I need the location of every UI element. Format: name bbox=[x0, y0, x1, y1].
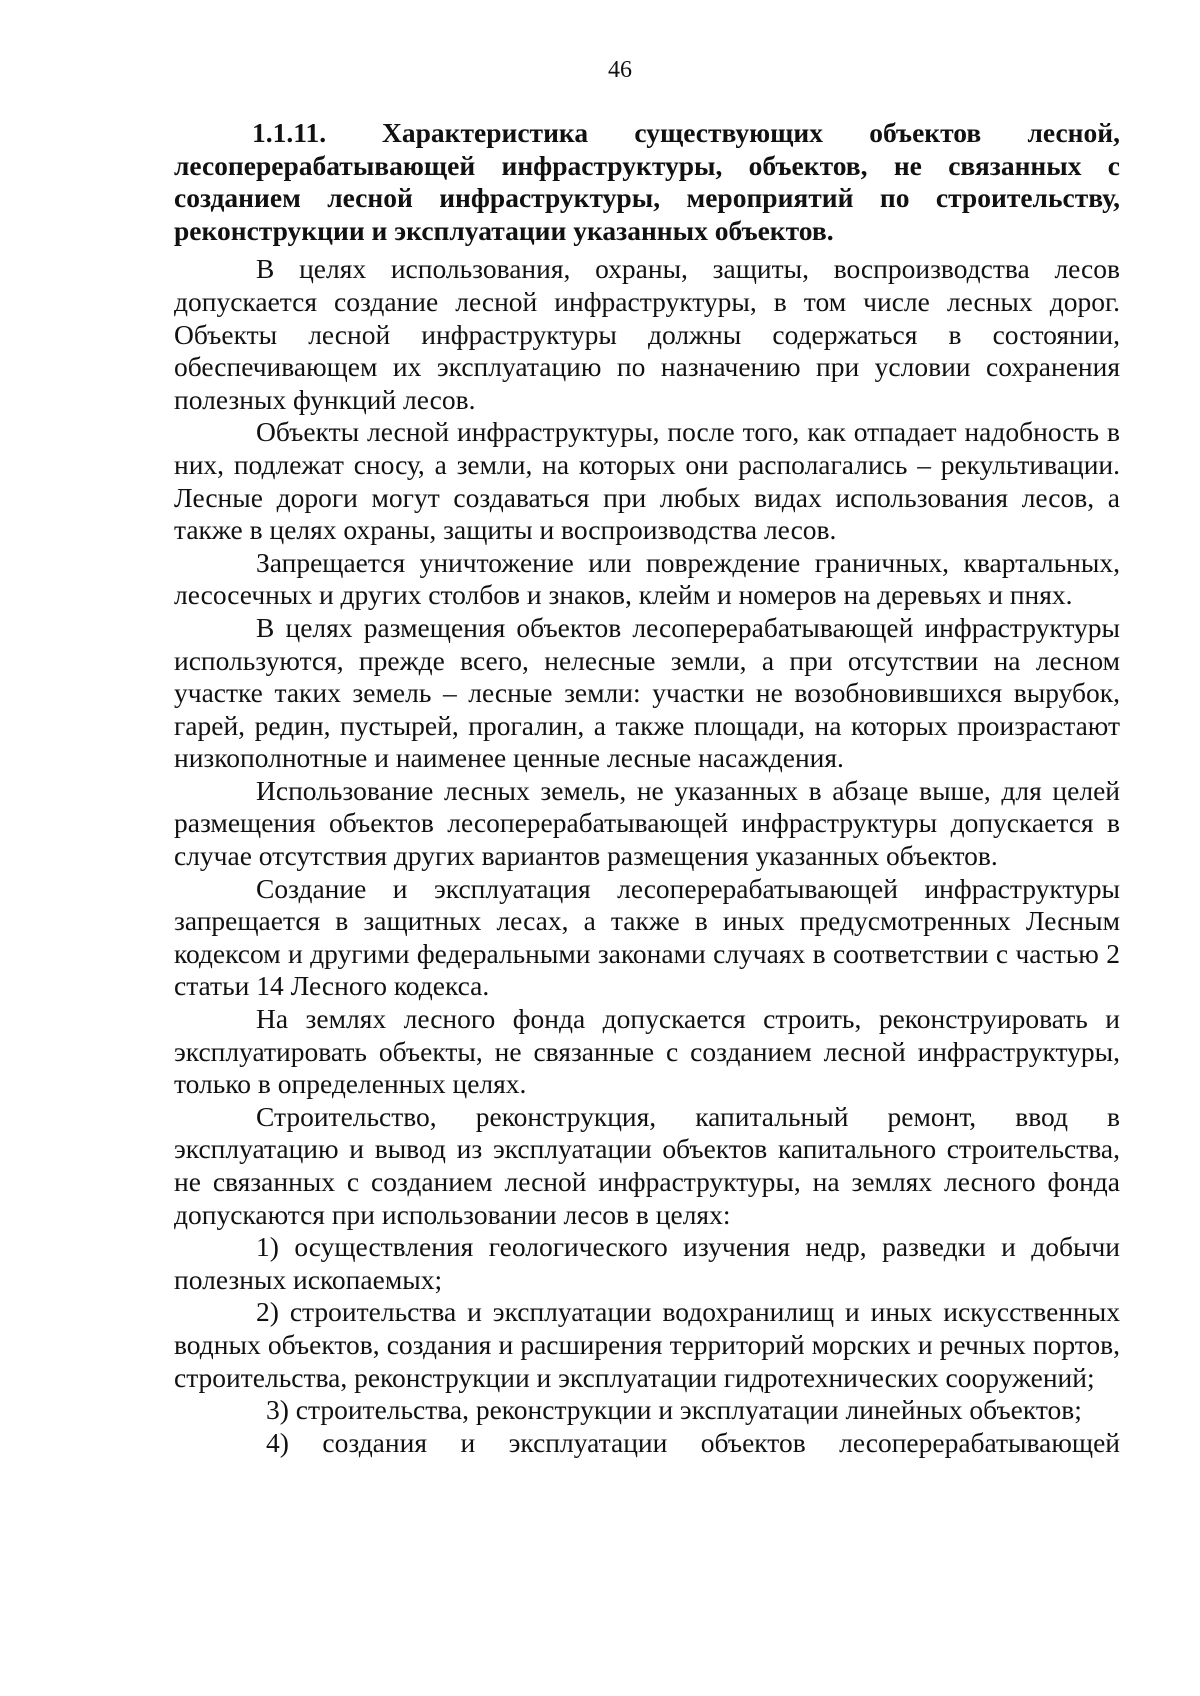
paragraph-8: Строительство, реконструкция, капитальный ремонт, ввод в эксплуатацию и вывод из эксплуатации объектов капитального строительства, не связанных с созданием лесной инфраструктуры, на землях лесного фонда допускаются при использовании лесов в целях: bbox=[174, 1100, 1120, 1230]
section-title: Характеристика существующих объектов лесной, лесоперерабатывающей инфраструктуры, объектов, не связанных с созданием лесной инфраструктуры, мероприятий по строительству, реконструкции и эксплуатации указанных объектов. bbox=[174, 117, 1120, 246]
list-item-2: 2) строительства и эксплуатации водохранилищ и иных искусственных водных объектов, создания и расширения территорий морских и речных портов, строительства, реконструкции и эксплуатации гидротехнических сооружений; bbox=[174, 1296, 1120, 1393]
document-body bbox=[174, 117, 1120, 1459]
page-number: 46 bbox=[608, 57, 632, 83]
paragraph-3: Запрещается уничтожение или повреждение граничных, квартальных, лесосечных и других столбов и знаков, клейм и номеров на деревьях и пнях. bbox=[174, 546, 1120, 611]
paragraph-2: Объекты лесной инфраструктуры, после того, как отпадает надобность в них, подлежат сносу, а земли, на которых они располагались – рекультивации. Лесные дороги могут создаваться при любых видах использования лесов, а также в целях охраны, защиты и воспроизводства лесов. bbox=[174, 416, 1120, 546]
paragraph-5: Использование лесных земель, не указанных в абзаце выше, для целей размещения объектов лесоперерабатывающей инфраструктуры допускается в случае отсутствия других вариантов размещения указанных объектов. bbox=[174, 774, 1120, 872]
paragraph-6: Создание и эксплуатация лесоперерабатывающей инфраструктуры запрещается в защитных лесах, а также в иных предусмотренных Лесным кодексом и другими федеральными законами случаях в соответствии с частью 2 статьи 14 Лесного кодекса. bbox=[174, 872, 1120, 1002]
paragraph-1: В целях использования, охраны, защиты, воспроизводства лесов допускается создание лесной инфраструктуры, в том числе лесных дорог. Объекты лесной инфраструктуры должны содержаться в состоянии, обеспечивающем их эксплуатацию по назначению при условии сохранения полезных функций лесов. bbox=[174, 253, 1120, 415]
section-heading bbox=[174, 117, 1120, 247]
list-item-3: 3) строительства, реконструкции и эксплуатации линейных объектов; bbox=[266, 1394, 1082, 1426]
paragraph-4: В целях размещения объектов лесоперерабатывающей инфраструктуры используются, прежде всего, нелесные земли, а при отсутствии на лесном участке таких земель – лесные земли: участки не возобновившихся вырубок, гарей, редин, пустырей, прогалин, а также площади, на которых произрастают низкополнотные и наименее ценные лесные насаждения. bbox=[174, 611, 1120, 774]
paragraph-7: На землях лесного фонда допускается строить, реконструировать и эксплуатировать объекты, не связанные с созданием лесной инфраструктуры, только в определенных целях. bbox=[174, 1003, 1120, 1100]
list-item-1: 1) осуществления геологического изучения недр, разведки и добычи полезных ископаемых; bbox=[174, 1231, 1120, 1295]
section-number: 1.1.11. bbox=[252, 117, 327, 148]
list-item-4: 4) создания и эксплуатации объектов лесоперерабатывающей bbox=[266, 1426, 1120, 1458]
